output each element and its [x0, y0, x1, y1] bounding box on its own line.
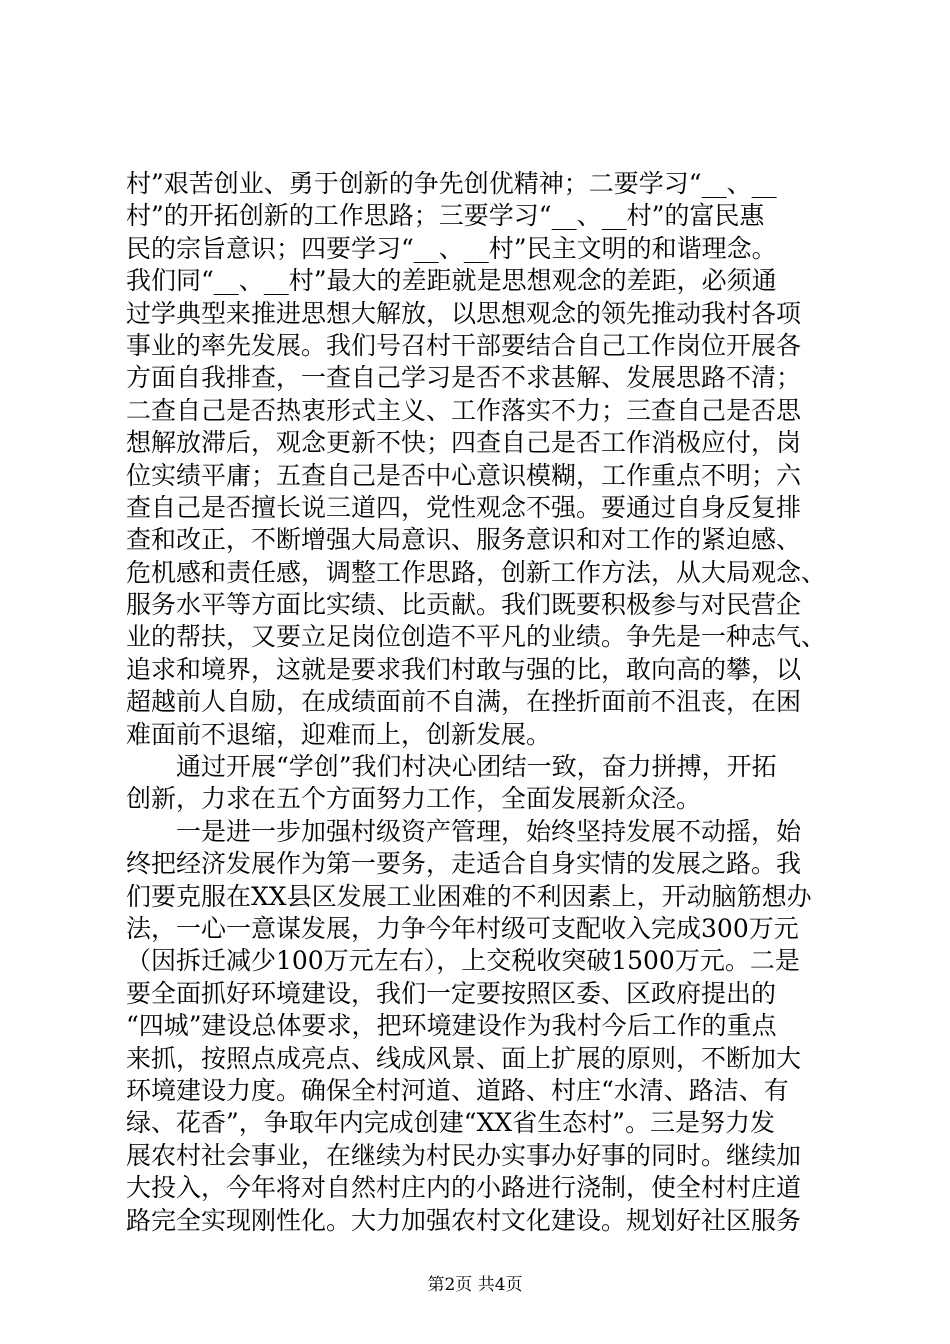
text-line: 民的宗旨意识；四要学习“__、__村”民主文明的和谐理念。 [126, 233, 777, 263]
text-line: “四城”建设总体要求，把环境建设作为我村今后工作的重点 [126, 1011, 777, 1041]
text-line: 查自己是否擅长说三道四，党性观念不强。要通过自身反复排 [126, 492, 802, 522]
text-line: 们要克服在XX县区发展工业困难的不利因素上，开动脑筋想办 [126, 881, 812, 911]
text-line: 我们同“__、__村”最大的差距就是思想观念的差距，必须通 [126, 266, 777, 296]
text-line: 事业的率先发展。我们号召村干部要结合自己工作岗位开展各 [126, 330, 802, 360]
text-line: 难面前不退缩，迎难而上，创新发展。 [126, 719, 552, 749]
text-line: 展农村社会事业，在继续为村民办实事办好事的同时。继续加 [126, 1140, 802, 1170]
text-line: 法，一心一意谋发展，力争今年村级可支配收入完成300万元 [126, 913, 799, 943]
text-line: 二查自己是否热衷形式主义、工作落实不力；三查自己是否思 [126, 395, 802, 425]
text-line: 环境建设力度。确保全村河道、道路、村庄“水清、路洁、有 [126, 1075, 789, 1105]
text-line: 村”艰苦创业、勇于创新的争先创优精神；二要学习“__、__ [126, 169, 777, 198]
text-line: 想解放滞后，观念更新不快；四查自己是否工作消极应付，岗 [126, 428, 802, 458]
text-line: 服务水平等方面比实绩、比贡献。我们既要积极参与对民营企 [126, 590, 802, 620]
text-line: 来抓，按照点成亮点、线成风景、面上扩展的原则，不断加大 [126, 1043, 802, 1073]
text-line: 超越前人自励，在成绩面前不自满，在挫折面前不沮丧，在困 [126, 687, 802, 717]
text-line: 路完全实现刚性化。大力加强农村文化建设。规划好社区服务 [126, 1205, 802, 1235]
text-line: 通过开展“学创”我们村决心团结一致，奋力拼搏，开拓 [126, 752, 777, 782]
text-line: 一是进一步加强村级资产管理，始终坚持发展不动摇，始 [126, 816, 802, 846]
text-line: 终把经济发展作为第一要务，走适合自身实情的发展之路。我 [126, 849, 802, 879]
text-line: 过学典型来推进思想大解放，以思想观念的领先推动我村各项 [126, 298, 802, 328]
text-line: 查和改正，不断增强大局意识、服务意识和对工作的紧迫感、 [126, 525, 802, 555]
text-line: 位实绩平庸；五查自己是否中心意识模糊，工作重点不明；六 [126, 460, 802, 490]
text-line: 要全面抓好环境建设，我们一定要按照区委、区政府提出的 [126, 978, 777, 1008]
text-line: （因拆迁减少100万元左右），上交税收突破1500万元。二是 [126, 946, 800, 976]
text-line: 村”的开拓创新的工作思路；三要学习“__、__村”的富民惠 [126, 201, 765, 231]
text-line: 绿、花香”，争取年内完成创建“XX省生态村”。三是努力发 [126, 1108, 775, 1138]
text-line: 追求和境界，这就是要求我们村敢与强的比，敢向高的攀，以 [126, 654, 802, 684]
text-line: 危机感和责任感，调整工作思路，创新工作方法，从大局观念、 [126, 557, 827, 587]
text-line: 业的帮扶，又要立足岗位创造不平凡的业绩。争先是一种志气、 [126, 622, 827, 652]
text-line: 方面自我排查，一查自己学习是否不求甚解、发展思路不清； [126, 363, 802, 393]
text-line: 创新，力求在五个方面努力工作，全面发展新众泾。 [126, 784, 702, 814]
text-line: 大投入，今年将对自然村庄内的小路进行浇制，使全村村庄道 [126, 1173, 802, 1203]
body-text [126, 168, 826, 1237]
page-footer: 第2页 共4页 [427, 1275, 523, 1295]
